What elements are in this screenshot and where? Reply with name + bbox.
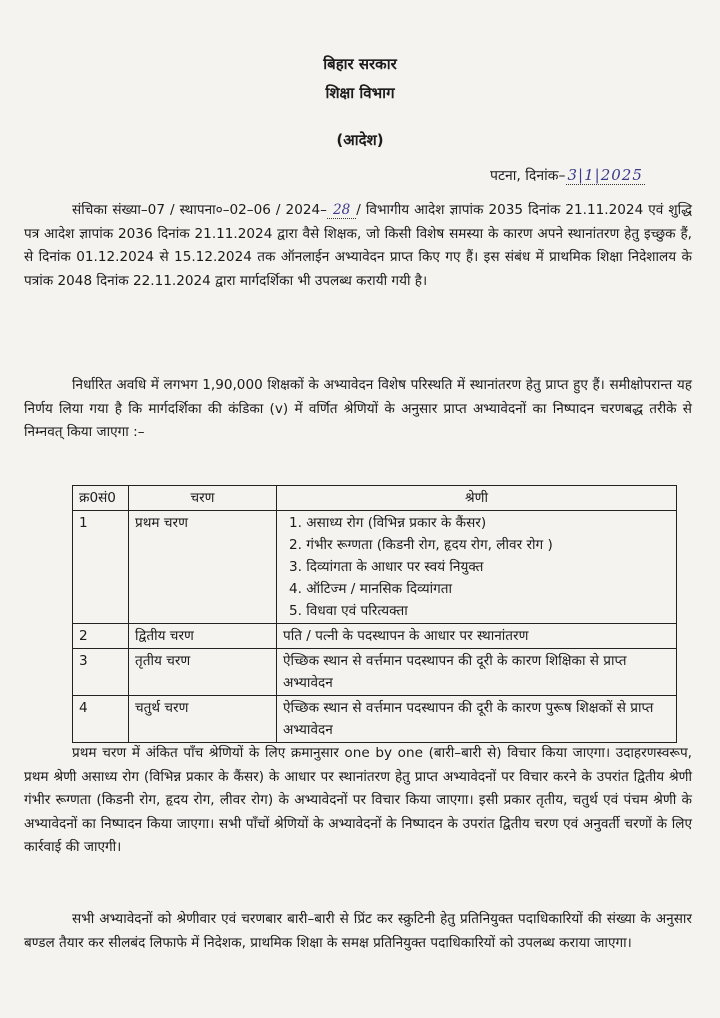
table-row — [73, 511, 677, 624]
paragraph-decision — [24, 374, 692, 445]
date-line — [490, 166, 645, 185]
table-header-row — [73, 486, 677, 511]
category-item: 2. गंभीर रूग्णता (किडनी रोग, हृदय रोग, लीवर रोग ) — [289, 537, 553, 553]
table-row — [73, 624, 677, 649]
procedure-text: प्रथम चरण में अंकित पाँच श्रेणियों के लिए क्रमानुसार one by one (बारी–बारी से) विचार किया जाएगा। उदाहरणस्वरूप, प्रथम श्रेणी असाध्य रोग (विभिन्न प्रकार के कैंसर) के आधार पर स्थानांतरण हेतु प्राप्त अभ्यावेदनों पर विचार करने के उपरांत द्वितीय श्रेणी गंभीर रूग्णता (किडनी रोग, हृदय रोग, लीवर रोग) के अभ्यावेदनों पर विचार किया जाएगा। इसी प्रकार तृतीय, चतुर्थ एवं पंचम श्रेणी के अभ्यावेदनों का निष्पादन किया जाएगा। सभी पाँचों श्रेणियों के अभ्यावेदनों के निष्पादन के उपरांत द्वितीय चरण एवं अनुवर्ती चरणों के लिए कार्रवाई की जाएगी। — [24, 745, 692, 855]
order-heading: (आदेश) — [336, 131, 384, 149]
date-label: पटना, दिनांक– — [490, 168, 566, 184]
header-serial: क्र0सं0 — [73, 486, 129, 511]
category-item: 1. असाध्य रोग (विभिन्न प्रकार के कैंसर) — [289, 515, 487, 531]
table-row — [73, 649, 677, 696]
category-item: 5. विधवा एवं परित्यक्ता — [289, 603, 408, 619]
department-heading: शिक्षा विभाग — [325, 84, 395, 102]
row-stage: चतुर्थ चरण — [129, 696, 277, 743]
row-stage: तृतीय चरण — [129, 649, 277, 696]
category-item: 3. दिव्यांगता के आधार पर स्वयं नियुक्त — [289, 559, 484, 575]
row-category: पति / पत्नी के पदस्थापन के आधार पर स्थानांतरण — [277, 624, 677, 649]
row-stage: द्वितीय चरण — [129, 624, 277, 649]
row-categories — [277, 511, 677, 624]
row-serial: 3 — [73, 649, 129, 696]
paragraph-scrutiny — [24, 908, 692, 955]
reference-body: / विभागीय आदेश ज्ञापांक 2035 दिनांक 21.11.2024 एवं शुद्धि पत्र आदेश ज्ञापांक 2036 दिनांक 21.11.2024 द्वारा वैसे शिक्षक, जो किसी विशेष समस्या के कारण अपने स्थानांतरण हेतु इच्छुक हैं, से दिनांक 01.12.2024 से 15.12.2024 तक ऑनलाईन अभ्यावेदन प्राप्त किए गए हैं। इस संबंध में प्राथमिक शिक्षा निदेशालय के पत्रांक 2048 दिनांक 22.11.2024 द्वारा मार्गदर्शिका भी उपलब्ध करायी गयी है। — [24, 202, 692, 289]
paragraph-procedure — [24, 742, 692, 860]
table-row — [73, 696, 677, 743]
handwritten-date: 3|1|2025 — [567, 166, 643, 184]
header-category: श्रेणी — [277, 486, 677, 511]
decision-text: निर्धारित अवधि में लगभग 1,90,000 शिक्षकों के अभ्यावेदन विशेष परिस्थति में स्थानांतरण हेतु प्राप्त हुए हैं। समीक्षोपरान्त यह निर्णय लिया गया है कि मार्गदर्शिका की कंडिका (v) में वर्णित श्रेणियों के अनुसार प्राप्त अभ्यावेदनों का निष्पादन चरणबद्ध तरीके से निम्नवत् किया जाएगा :– — [24, 377, 692, 440]
header-stage: चरण — [129, 486, 277, 511]
scrutiny-text: सभी अभ्यावेदनों को श्रेणीवार एवं चरणबार बारी–बारी से प्रिंट कर स्क्रुटिनी हेतु प्रतिनियुक्त पदाधिकारियों की संख्या के अनुसार बण्डल तैयार कर सीलबंद लिफाफे में निदेशक, प्राथमिक शिक्षा के समक्ष प्रतिनियुक्त पदाधिकारियों को उपलब्ध कराया जाएगा। — [24, 911, 692, 951]
row-serial: 2 — [73, 624, 129, 649]
row-serial: 1 — [73, 511, 129, 624]
row-category: ऐच्छिक स्थान से वर्त्तमान पदस्थापन की दूरी के कारण पुरूष शिक्षकों से प्राप्त अभ्यावेदन — [277, 696, 677, 743]
row-serial: 4 — [73, 696, 129, 743]
row-category: ऐच्छिक स्थान से वर्त्तमान पदस्थापन की दूरी के कारण शिक्षिका से प्राप्त अभ्यावेदन — [277, 649, 677, 696]
category-item: 4. ऑटिज्म / मानसिक दिव्यांगता — [289, 581, 453, 597]
stages-table — [72, 485, 677, 743]
row-stage: प्रथम चरण — [129, 511, 277, 624]
reference-prefix: संचिका संख्या–07 / स्थापना०–02–06 / 2024– — [72, 202, 327, 218]
handwritten-file-number: 28 — [327, 202, 356, 219]
government-heading: बिहार सरकार — [323, 55, 397, 73]
paragraph-reference — [24, 199, 692, 293]
